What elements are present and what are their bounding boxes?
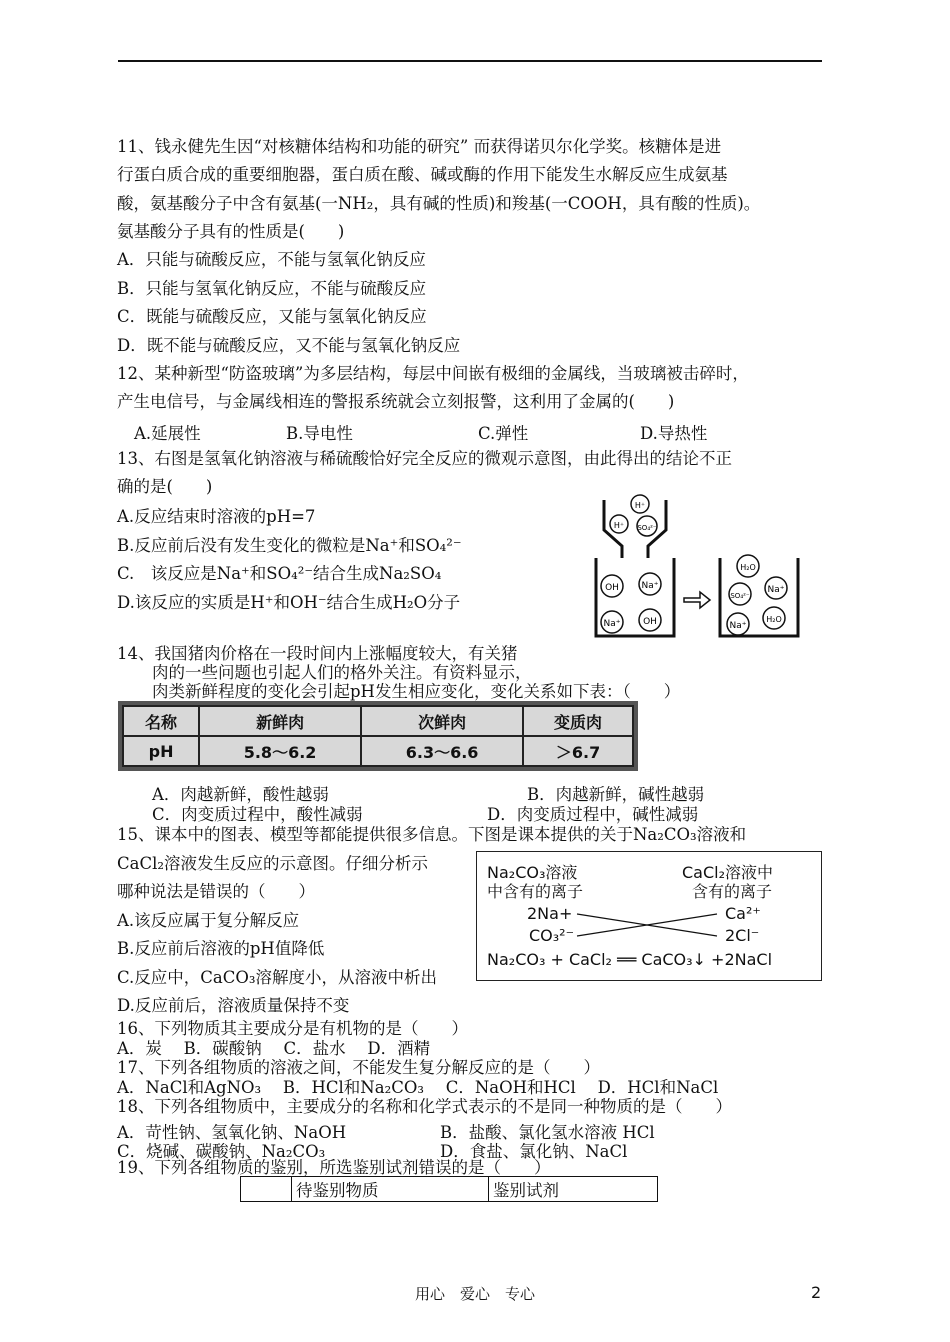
ion-reaction-diagram: [476, 851, 822, 981]
reaction-arrow-icon: [684, 592, 710, 608]
q13-option-d: D.该反应的实质是H⁺和OH⁻结合生成H₂O分子: [117, 593, 461, 612]
table-header-row: [241, 1177, 658, 1202]
q13-line1: 13、右图是氢氧化钠溶液与稀硫酸恰好完全反应的微观示意图，由此得出的结论不正: [117, 449, 732, 468]
q11-option-a: A．只能与硫酸反应，不能与氢氧化钠反应: [117, 250, 426, 269]
na-label-after: Na⁺: [767, 585, 785, 595]
q19-line1: 19、下列各组物质的鉴别，所选鉴别试剂错误的是（ ）: [117, 1158, 551, 1177]
reaction-equation: Na₂CO₃ + CaCl₂ ══ CaCO₃↓ +2NaCl: [487, 950, 773, 969]
q11-line3: 酸，氨基酸分子中含有氨基(一NH₂，具有碱的性质)和羧基(一COOH，具有酸的性质)。: [117, 194, 761, 213]
table-header-cell: 名称: [123, 706, 199, 736]
table-cell: 5.8～6.2: [199, 736, 361, 766]
q13-option-a: A.反应结束时溶液的pH=7: [117, 507, 316, 526]
q15-option-a: A.该反应属于复分解反应: [117, 911, 300, 930]
q11-line2: 行蛋白质合成的重要细胞器，蛋白质在酸、碱或酶的作用下能发生水解反应生成氨基: [117, 165, 728, 184]
table-header-cell: 待鉴别物质: [292, 1177, 489, 1202]
h2o-label-2: H₂O: [766, 615, 782, 624]
q18-option-d: D．食盐、氯化钠、NaCl: [440, 1142, 628, 1161]
table-cell: pH: [123, 736, 199, 766]
right-title-2: 含有的离子: [692, 882, 773, 901]
q14-line2: 肉的一些问题也引起人们的格外关注。有资料显示，: [152, 663, 532, 682]
meat-ph-table: [118, 701, 638, 771]
table-cell: 6.3～6.6: [361, 736, 523, 766]
q15-line3: 哪种说法是错误的（ ）: [117, 882, 315, 901]
q14-line3: 肉类新鲜程度的变化会引起pH发生相应变化，变化关系如下表：（ ）: [152, 682, 681, 701]
q18-option-c: C．烧碱、碳酸钠、Na₂CO₃: [117, 1142, 326, 1161]
h-ion-label-2: H⁺: [613, 521, 625, 530]
table-header-cell: 变质肉: [523, 706, 633, 736]
q15-option-d: D.反应前后，溶液质量保持不变: [117, 996, 350, 1015]
na-label-after-2: Na⁺: [729, 621, 747, 631]
table-header-cell: 新鲜肉: [199, 706, 361, 736]
q12-line1: 12、某种新型“防盗玻璃”为多层结构，每层中间嵌有极细的金属线，当玻璃被击碎时，: [117, 364, 749, 383]
q13-option-b: B.反应前后没有发生变化的微粒是Na⁺和SO₄²⁻: [117, 536, 462, 555]
so4-label-after: SO₄²⁻: [730, 592, 750, 600]
oh-ion-label: OH: [605, 583, 619, 593]
table-header-cell: 次鲜肉: [361, 706, 523, 736]
ion-na: 2Na+: [527, 904, 573, 923]
q11-option-d: D．既不能与硫酸反应，又不能与氢氧化钠反应: [117, 336, 461, 355]
table-header-row: [123, 706, 633, 736]
q13-option-c: C. 该反应是Na⁺和SO₄²⁻结合生成Na₂SO₄: [117, 564, 442, 583]
left-title-2: 中含有的离子: [487, 882, 584, 901]
q11-line1: 11、钱永健先生因“对核糖体结构和功能的研究” 而获得诺贝尔化学奖。核糖体是进: [117, 137, 722, 156]
q14-option-d: D．肉变质过程中，碱性减弱: [487, 805, 699, 824]
q18-option-b: B．盐酸、氯化氢水溶液 HCl: [440, 1123, 655, 1142]
ion-co3: CO₃²⁻: [529, 926, 575, 945]
q18-line1: 18、下列各组物质中，主要成分的名称和化学式表示的不是同一种物质的是（ ）: [117, 1097, 732, 1116]
q14-option-c: C．肉变质过程中，酸性减弱: [152, 805, 363, 824]
q15-line2: CaCl₂溶液发生反应的示意图。仔细分析示: [117, 854, 428, 873]
q11-option-b: B．只能与氢氧化钠反应，不能与硫酸反应: [117, 279, 427, 298]
q14-option-b: B．肉越新鲜，碱性越弱: [527, 785, 705, 804]
page-number: 2: [811, 1283, 822, 1302]
ion-cl: 2Cl⁻: [725, 926, 760, 945]
table-header-cell: 鉴别试剂: [489, 1177, 658, 1202]
q11-option-c: C．既能与硫酸反应，又能与氢氧化钠反应: [117, 307, 427, 326]
q12-option-b: B.导电性: [286, 424, 353, 443]
right-title-1: CaCl₂溶液中: [682, 863, 774, 882]
q15-option-b: B.反应前后溶液的pH值降低: [117, 939, 325, 958]
q14-option-a: A．肉越新鲜，酸性越弱: [152, 785, 329, 804]
h2o-label: H₂O: [740, 563, 756, 572]
q19-table: [240, 1176, 658, 1202]
table-cell: ＞6.7: [523, 736, 633, 766]
left-title-1: Na₂CO₃溶液: [487, 863, 578, 882]
q17-options: A．NaCl和AgNO₃ B．HCl和Na₂CO₃ C．NaOH和HCl D．HCl和NaCl: [117, 1078, 719, 1097]
q18-option-a: A．苛性钠、氢氧化钠、NaOH: [117, 1123, 347, 1142]
oh-ion-label-2: OH: [643, 617, 657, 627]
q12-line2: 产生电信号，与金属线相连的警报系统就会立刻报警，这利用了金属的( ): [117, 392, 675, 411]
q15-line1: 15、课本中的图表、模型等都能提供很多信息。下图是课本提供的关于Na₂CO₃溶液和: [117, 825, 747, 844]
table-empty-cell: [241, 1177, 292, 1202]
q12-option-c: C.弹性: [478, 424, 529, 443]
header-rule: [118, 60, 822, 62]
q17-line1: 17、下列各组物质的溶液之间，不能发生复分解反应的是（ ）: [117, 1058, 600, 1077]
q14-line1: 14、我国猪肉价格在一段时间内上涨幅度较大，有关猪: [117, 644, 518, 663]
q16-line1: 16、下列物质其主要成分是有机物的是（ ）: [117, 1019, 468, 1038]
na-ion-label-2: Na⁺: [603, 619, 621, 629]
neutralization-diagram: [592, 486, 802, 646]
q11-line4: 氨基酸分子具有的性质是( ): [117, 222, 345, 241]
q16-options: A．炭 B．碳酸钠 C．盐水 D．酒精: [117, 1039, 431, 1058]
ion-ca: Ca²⁺: [725, 904, 761, 923]
q12-option-a: A.延展性: [134, 424, 201, 443]
q15-option-c: C.反应中，CaCO₃溶解度小，从溶液中析出: [117, 968, 438, 987]
na-ion-label: Na⁺: [641, 581, 659, 591]
so4-ion-label: SO₄²⁻: [637, 524, 657, 532]
page-footer: 用心 爱心 专心: [414, 1285, 535, 1303]
q12-option-d: D.导热性: [640, 424, 708, 443]
table-row: [123, 736, 633, 766]
q13-line2: 确的是( ): [117, 477, 213, 496]
h-ion-label: H⁺: [634, 501, 646, 510]
